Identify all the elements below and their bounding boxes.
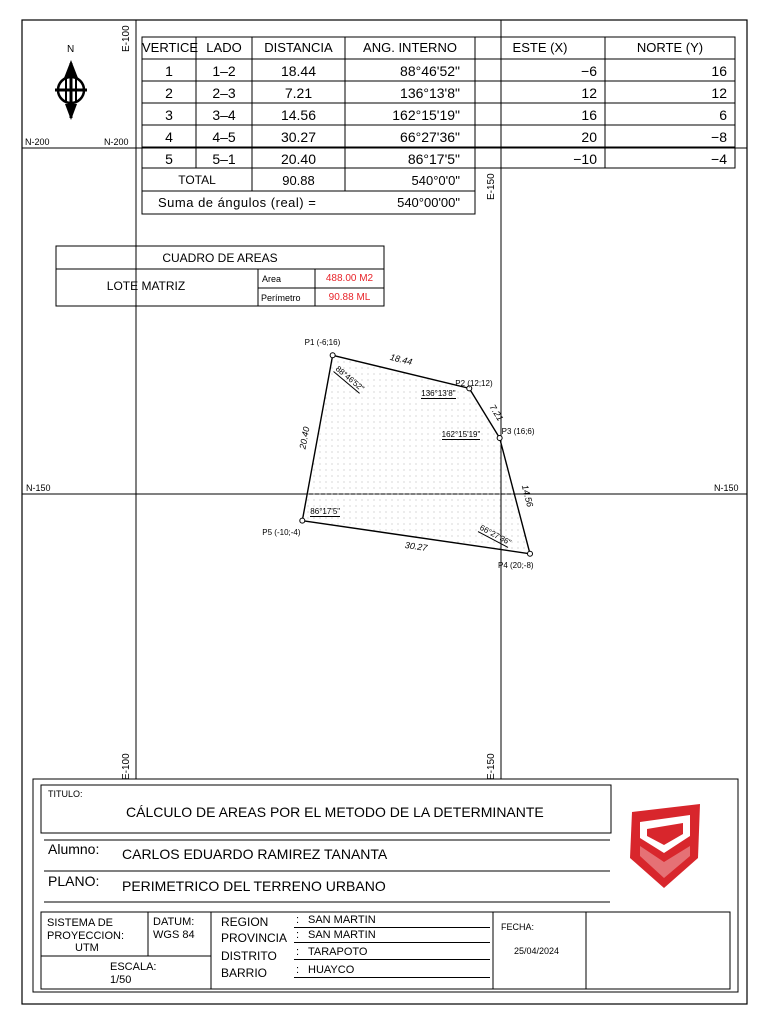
side-label-4: 30.27 bbox=[404, 540, 429, 554]
grid-label-n200-left: N-200 bbox=[25, 137, 50, 147]
cell-este: 20 bbox=[581, 129, 597, 145]
university-logo-icon bbox=[630, 804, 700, 888]
cell-este: 12 bbox=[581, 85, 597, 101]
titulo-label: TITULO: bbox=[48, 789, 83, 799]
escala-label: ESCALA: bbox=[110, 961, 157, 973]
cell-lado: 4–5 bbox=[212, 129, 236, 145]
cell-angulo: 136°13'8" bbox=[400, 85, 460, 101]
alumno-name: CARLOS EDUARDO RAMIREZ TANANTA bbox=[122, 846, 388, 862]
angle-label-2: 136°13'8" bbox=[421, 389, 456, 399]
titulo-text: CÁLCULO DE AREAS POR EL METODO DE LA DETERMINANTE bbox=[126, 804, 544, 820]
side-label-1: 18.44 bbox=[388, 351, 414, 367]
cell-distancia: 7.21 bbox=[284, 85, 313, 101]
cell-este: 16 bbox=[581, 107, 597, 123]
plano-text: PERIMETRICO DEL TERRENO URBANO bbox=[122, 878, 386, 894]
cell-vertice: 3 bbox=[165, 107, 173, 123]
grid-label-n150-right: N-150 bbox=[714, 483, 739, 493]
vertex-label-p1: P1 (-6;16) bbox=[304, 338, 341, 348]
vertex-marker-4 bbox=[528, 551, 533, 556]
vertex-marker-1 bbox=[330, 353, 335, 358]
perimeter-value: 90.88 ML bbox=[328, 292, 371, 303]
area-value: 488.00 M2 bbox=[325, 273, 374, 284]
header-ang-interno: ANG. INTERNO bbox=[363, 40, 457, 55]
angle-label-1: 88°46'52" bbox=[333, 364, 366, 394]
north-label: N bbox=[67, 44, 75, 55]
cell-este: −10 bbox=[573, 151, 597, 167]
grid-label-n150-left: N-150 bbox=[26, 483, 51, 493]
provincia-label: PROVINCIA bbox=[221, 931, 288, 945]
fecha-label: FECHA: bbox=[501, 922, 535, 932]
grid-label-n200-right: N-200 bbox=[104, 137, 129, 147]
region-label: REGION bbox=[221, 915, 269, 929]
north-arrow-icon bbox=[55, 60, 87, 120]
barrio-row: : HUAYCO bbox=[294, 965, 490, 978]
total-distance: 90.88 bbox=[282, 173, 315, 188]
angle-label-4: 66°27'36" bbox=[478, 522, 513, 547]
vertex-label-p2: P2 (12;12) bbox=[455, 379, 493, 389]
vertex-marker-5 bbox=[300, 518, 305, 523]
datum-value: WGS 84 bbox=[153, 929, 195, 941]
cell-angulo: 88°46'52" bbox=[400, 63, 460, 79]
plano-label: PLANO: bbox=[48, 873, 100, 889]
areas-title: CUADRO DE AREAS bbox=[162, 251, 278, 265]
cell-norte: 12 bbox=[711, 85, 727, 101]
grid-label-e150-top: E-150 bbox=[486, 173, 497, 200]
distrito-value: TARAPOTO bbox=[308, 946, 368, 958]
cell-distancia: 20.40 bbox=[280, 151, 317, 167]
sistema-value: UTM bbox=[75, 942, 99, 954]
cell-vertice: 1 bbox=[165, 63, 173, 79]
cell-lado: 2–3 bbox=[212, 85, 236, 101]
sistema-label: SISTEMA DE PROYECCION: bbox=[47, 917, 125, 942]
header-distancia: DISTANCIA bbox=[264, 40, 333, 55]
barrio-value: HUAYCO bbox=[308, 964, 355, 976]
cell-angulo: 66°27'36" bbox=[400, 129, 460, 145]
cell-distancia: 30.27 bbox=[280, 129, 317, 145]
cell-angulo: 162°15'19" bbox=[392, 107, 460, 123]
total-label: TOTAL bbox=[178, 173, 216, 187]
header-lado: LADO bbox=[206, 40, 242, 55]
angle-label-5: 86°17'5" bbox=[310, 506, 341, 516]
cell-vertice: 4 bbox=[165, 129, 173, 145]
cell-lado: 1–2 bbox=[212, 63, 236, 79]
datum-label: DATUM: bbox=[153, 916, 195, 928]
grid-label-e100-top: E-100 bbox=[121, 25, 132, 52]
cell-lado: 3–4 bbox=[212, 107, 236, 123]
header-este: ESTE (X) bbox=[512, 40, 568, 55]
cell-lado: 5–1 bbox=[212, 151, 236, 167]
cell-angulo: 86°17'5" bbox=[407, 151, 460, 167]
cell-norte: 16 bbox=[711, 63, 727, 79]
grid-label-e150-bottom: E-150 bbox=[486, 753, 497, 780]
distrito-row: : TARAPOTO bbox=[294, 947, 490, 960]
cell-vertice: 5 bbox=[165, 151, 173, 167]
lot-name: LOTE MATRIZ bbox=[106, 279, 186, 293]
distrito-label: DISTRITO bbox=[221, 949, 277, 963]
provincia-value: SAN MARTIN bbox=[308, 929, 376, 941]
side-label-3: 14.56 bbox=[519, 483, 535, 508]
angle-label-3: 162°15'19" bbox=[441, 429, 481, 439]
provincia-row: : SAN MARTIN bbox=[294, 930, 490, 943]
vertex-label-p3: P3 (16;6) bbox=[501, 426, 535, 436]
cell-distancia: 14.56 bbox=[280, 107, 317, 123]
cell-distancia: 18.44 bbox=[280, 63, 317, 79]
cell-norte: −8 bbox=[711, 129, 727, 145]
lot-polygon bbox=[302, 351, 530, 553]
perimeter-label: Perímetro bbox=[261, 293, 301, 303]
cell-vertice: 2 bbox=[165, 85, 173, 101]
lot-polygon-group bbox=[300, 353, 533, 556]
cell-norte: −4 bbox=[711, 151, 727, 167]
side-label-2: 7.21 bbox=[488, 402, 506, 423]
header-vertice: VERTICE bbox=[142, 40, 199, 55]
header-norte: NORTE (Y) bbox=[636, 40, 704, 55]
fecha-value: 25/04/2024 bbox=[514, 946, 560, 956]
barrio-label: BARRIO bbox=[221, 966, 268, 980]
cell-norte: 6 bbox=[719, 107, 727, 123]
vertex-label-p4: P4 (20;-8) bbox=[498, 560, 534, 570]
area-label: Area bbox=[262, 274, 282, 284]
region-row: : SAN MARTIN bbox=[294, 915, 490, 928]
side-label-5: 20.40 bbox=[298, 425, 312, 450]
vertex-label-p5: P5 (-10;-4) bbox=[262, 527, 301, 537]
escala-value: 1/50 bbox=[110, 974, 132, 986]
total-angle: 540°0'0" bbox=[411, 173, 460, 188]
grid-label-e100-bottom: E-100 bbox=[121, 753, 132, 780]
angle-sum-value: 540°00'00" bbox=[397, 195, 460, 210]
vertex-marker-3 bbox=[497, 435, 502, 440]
angle-sum-label: Suma de ángulos (real) = bbox=[158, 195, 317, 210]
alumno-label: Alumno: bbox=[48, 841, 100, 857]
cell-este: −6 bbox=[581, 63, 597, 79]
region-value: SAN MARTIN bbox=[308, 914, 376, 926]
